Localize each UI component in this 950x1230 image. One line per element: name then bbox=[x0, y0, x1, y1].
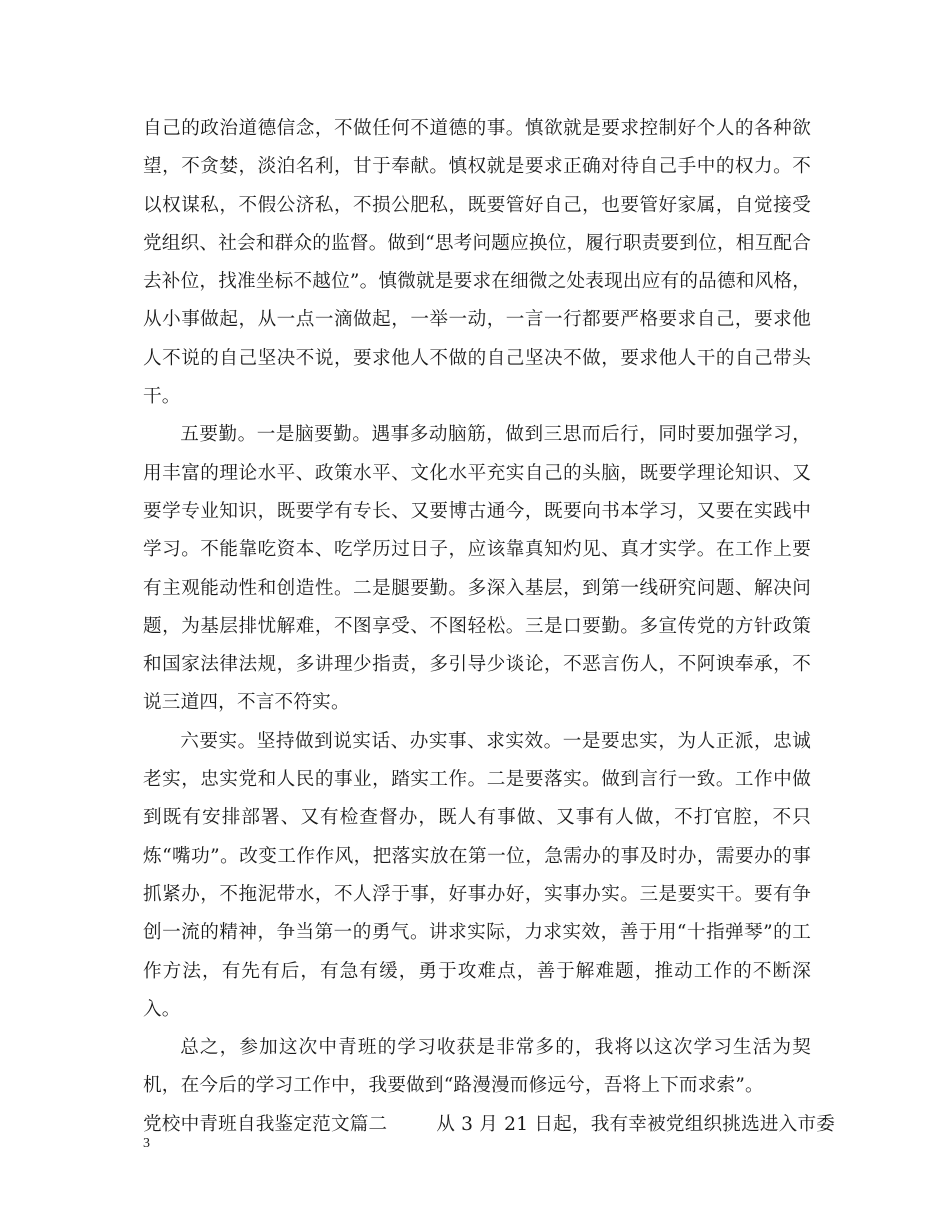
next-article-heading: 党校中青班自我鉴定范文篇二 bbox=[143, 1113, 388, 1135]
page-number: 3 bbox=[143, 1136, 150, 1151]
document-body bbox=[143, 110, 836, 1144]
paragraph-conclusion: 总之，参加这次中青班的学习收获是非常多的，我将以这次学习生活为契机，在今后的学习工作中，我要做到“路漫漫而修远兮，吾将上下而求索”。 bbox=[143, 1037, 811, 1097]
paragraph-continuation: 自己的政治道德信念，不做任何不道德的事。慎欲就是要求控制好个人的各种欲望，不贪婪，淡泊名利，甘于奉献。慎权就是要求正确对待自己手中的权力。不以权谋私，不假公济私，不损公肥私，既要管好自己，也要管好家属，自觉接受党组织、社会和群众的监督。做到“思考问题应换位，履行职责要到位，相互配合去补位，找准坐标不越位”。慎微就是要求在细微之处表现出应有的品德和风格，从小事做起，从一点一滴做起，一举一动，一言一行都要严格要求自己，要求他人不说的自己坚决不说，要求他人不做的自己坚决不做，要求他人干的自己带头干。 bbox=[143, 118, 811, 408]
next-article-line bbox=[143, 1106, 836, 1144]
paragraph-six-practical: 六要实。坚持做到说实话、办实事、求实效。一是要忠实，为人正派，忠诚老实，忠实党和人民的事业，踏实工作。二是要落实。做到言行一致。工作中做到既有安排部署、又有检查督办，既人有事做、又事有人做，不打官腔，不只炼“嘴功”。改变工作作风，把落实放在第一位，急需办的事及时办，需要办的事抓紧办，不拖泥带水，不人浮于事，好事办好，实事办实。三是要实干。要有争创一流的精神，争当第一的勇气。讲求实际，力求实效，善于用“十指弹琴”的工作方法，有先有后，有急有缓，勇于攻难点，善于解难题，推动工作的不断深入。 bbox=[143, 730, 811, 1020]
paragraph-five-diligence: 五要勤。一是脑要勤。遇事多动脑筋，做到三思而后行，同时要加强学习，用丰富的理论水平、政策水平、文化水平充实自己的头脑，既要学理论知识、又要学专业知识，既要学有专长、又要博古通今，既要向书本学习，又要在实践中学习。不能靠吃资本、吃学历过日子，应该靠真知灼见、真才实学。在工作上要有主观能动性和创造性。二是腿要勤。多深入基层，到第一线研究问题、解决问题，为基层排忧解难，不图享受、不图轻松。三是口要勤。多宣传党的方针政策和国家法律法规，多讲理少指责，多引导少谈论，不恶言伤人，不阿谀奉承，不说三道四，不言不符实。 bbox=[143, 424, 811, 714]
next-article-text: 从 3 月 21 日起，我有幸被党组织挑选进入市委 bbox=[436, 1113, 836, 1135]
